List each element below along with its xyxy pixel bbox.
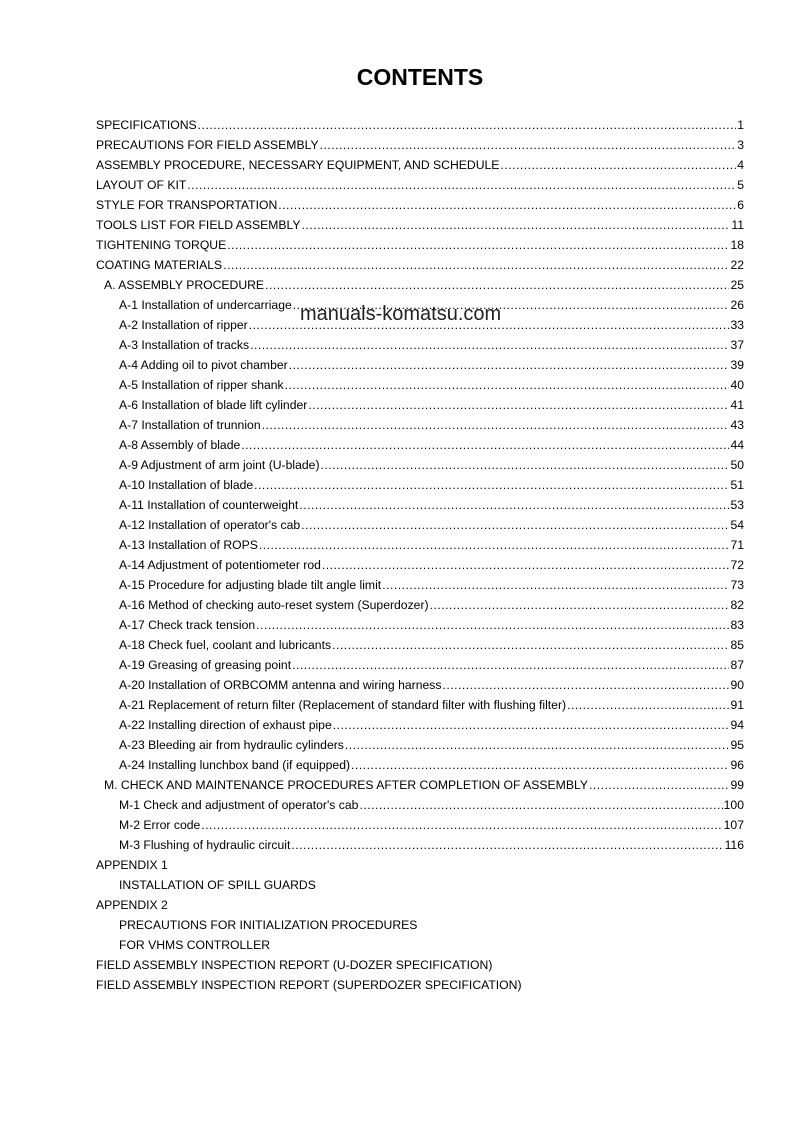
appendix-entry[interactable]: FOR VHMS CONTROLLER [119, 938, 271, 952]
leader-dots [201, 815, 722, 835]
toc-entry[interactable] [96, 215, 744, 235]
toc-entry-page: 53 [730, 498, 744, 512]
toc-entry[interactable] [96, 575, 744, 595]
toc-entry-page: 107 [723, 818, 744, 832]
toc-entry-label: A. ASSEMBLY PROCEDURE [104, 278, 265, 292]
leader-dots [285, 375, 730, 395]
toc-entry[interactable] [96, 835, 744, 855]
toc-entry-label: A-10 Installation of blade [119, 478, 254, 492]
leader-dots [308, 395, 729, 415]
toc-entry[interactable] [96, 115, 744, 135]
leader-dots [249, 315, 730, 335]
toc-entry-page: 37 [730, 338, 744, 352]
appendix-entry[interactable]: PRECAUTIONS FOR INITIALIZATION PROCEDURES [119, 918, 418, 932]
leader-dots [320, 135, 737, 155]
appendix-entry[interactable]: FIELD ASSEMBLY INSPECTION REPORT (U-DOZER SPECIFICATION) [96, 958, 493, 972]
toc-entry-label: TIGHTENING TORQUE [96, 238, 227, 252]
table-of-contents [96, 115, 744, 995]
toc-entry[interactable] [96, 675, 744, 695]
toc-entry-page: 43 [730, 418, 744, 432]
leader-dots [321, 455, 730, 475]
toc-entry-label: M-2 Error code [119, 818, 201, 832]
leader-dots [293, 295, 730, 315]
toc-entry-page: 25 [730, 278, 744, 292]
toc-entry-page: 41 [730, 398, 744, 412]
toc-entry-page: 87 [730, 658, 744, 672]
toc-entry-page: 83 [730, 618, 744, 632]
toc-entry[interactable] [96, 495, 744, 515]
toc-entry-label: M. CHECK AND MAINTENANCE PROCEDURES AFTER COMPLETION OF ASSEMBLY [104, 778, 588, 792]
toc-entry[interactable] [96, 655, 744, 675]
toc-entry-label: A-8 Assembly of blade [119, 438, 241, 452]
toc-entry[interactable] [96, 735, 744, 755]
toc-entry-label: A-20 Installation of ORBCOMM antenna and wiring harness [119, 678, 442, 692]
leader-dots [589, 775, 729, 795]
toc-entry[interactable] [96, 435, 744, 455]
toc-entry[interactable] [96, 255, 744, 275]
toc-entry-label: A-24 Installing lunchbox band (if equipped) [119, 758, 351, 772]
toc-entry-page: 3 [737, 138, 744, 152]
toc-entry[interactable] [96, 635, 744, 655]
toc-entry-label: A-7 Installation of trunnion [119, 418, 261, 432]
toc-entry-page: 18 [730, 238, 744, 252]
toc-entry-label: A-2 Installation of ripper [119, 318, 248, 332]
toc-entry[interactable] [96, 775, 744, 795]
toc-entry[interactable] [96, 395, 744, 415]
leader-dots [278, 195, 736, 215]
toc-entry[interactable] [96, 315, 744, 335]
toc-entry-label: A-9 Adjustment of arm joint (U-blade) [119, 458, 320, 472]
leader-dots [302, 215, 731, 235]
toc-entry-page: 39 [730, 358, 744, 372]
appendix-entry[interactable]: FIELD ASSEMBLY INSPECTION REPORT (SUPERDOZER SPECIFICATION) [96, 978, 522, 992]
leader-dots [256, 615, 729, 635]
toc-entry[interactable] [96, 155, 744, 175]
toc-entry-label: A-16 Method of checking auto-reset system (Superdozer) [119, 598, 429, 612]
toc-entry-page: 22 [730, 258, 744, 272]
leader-dots [289, 355, 730, 375]
toc-entry-label: ASSEMBLY PROCEDURE, NECESSARY EQUIPMENT, AND SCHEDULE [96, 158, 500, 172]
toc-entry-label: A-11 Installation of counterweight [119, 498, 299, 512]
toc-entry-label: A-4 Adding oil to pivot chamber [119, 358, 288, 372]
toc-entry-page: 85 [730, 638, 744, 652]
leader-dots [299, 495, 729, 515]
toc-entry[interactable] [96, 295, 744, 315]
toc-entry-label: A-21 Replacement of return filter (Replacement of standard filter with flushing filter) [119, 698, 567, 712]
toc-entry[interactable] [96, 135, 744, 155]
toc-entry-page: 44 [730, 438, 744, 452]
toc-entry[interactable] [96, 615, 744, 635]
toc-entry-label: A-15 Procedure for adjusting blade tilt angle limit [119, 578, 382, 592]
toc-entry-page: 100 [723, 798, 744, 812]
toc-entry-label: A-22 Installing direction of exhaust pipe [119, 718, 332, 732]
toc-entry[interactable] [96, 415, 744, 435]
toc-entry-label: A-13 Installation of ROPS [119, 538, 258, 552]
toc-entry-label: A-5 Installation of ripper shank [119, 378, 284, 392]
toc-entry[interactable] [96, 515, 744, 535]
watermark: manuals-komatsu.com [300, 303, 502, 325]
appendix-entry[interactable]: APPENDIX 1 [96, 858, 168, 872]
toc-entry-label: A-17 Check track tension [119, 618, 256, 632]
toc-entry-label: TOOLS LIST FOR FIELD ASSEMBLY [96, 218, 301, 232]
toc-entry-page: 116 [724, 838, 744, 852]
toc-entry-page: 71 [730, 538, 744, 552]
toc-entry[interactable] [96, 595, 744, 615]
toc-entry[interactable] [96, 175, 744, 195]
toc-entry[interactable] [96, 275, 744, 295]
leader-dots [322, 555, 730, 575]
toc-entry-page: 50 [730, 458, 744, 472]
toc-entry[interactable] [96, 475, 744, 495]
toc-entry-label: A-23 Bleeding air from hydraulic cylinders [119, 738, 344, 752]
leader-dots [262, 415, 730, 435]
appendix-entry[interactable]: INSTALLATION OF SPILL GUARDS [119, 878, 316, 892]
toc-entry-label: A-14 Adjustment of potentiometer rod [119, 558, 321, 572]
leader-dots [292, 655, 729, 675]
leader-dots [223, 255, 729, 275]
toc-entry-label: A-19 Greasing of greasing point [119, 658, 292, 672]
toc-entry-page: 11 [731, 218, 744, 232]
toc-entry-page: 5 [737, 178, 744, 192]
toc-entry-page: 99 [730, 778, 744, 792]
toc-entry-page: 94 [730, 718, 744, 732]
toc-entry-page: 33 [730, 318, 744, 332]
leader-dots [265, 275, 729, 295]
toc-entry-page: 40 [730, 378, 744, 392]
leader-dots [198, 115, 737, 135]
leader-dots [351, 755, 729, 775]
leader-dots [227, 235, 729, 255]
toc-entry-label: A-1 Installation of undercarriage [119, 298, 292, 312]
toc-entry[interactable] [96, 695, 744, 715]
toc-entry[interactable] [96, 795, 744, 815]
toc-entry-page: 4 [737, 158, 744, 172]
toc-entry-label: A-18 Check fuel, coolant and lubricants [119, 638, 332, 652]
toc-entry-page: 51 [730, 478, 744, 492]
toc-entry-page: 26 [730, 298, 744, 312]
toc-entry-label: M-3 Flushing of hydraulic circuit [119, 838, 291, 852]
leader-dots [430, 595, 730, 615]
toc-entry-label: SPECIFICATIONS [96, 118, 197, 132]
toc-entry-page: 73 [730, 578, 744, 592]
toc-entry-page: 82 [730, 598, 744, 612]
toc-entry[interactable] [96, 195, 744, 215]
toc-entry-label: LAYOUT OF KIT [96, 178, 187, 192]
leader-dots [442, 675, 729, 695]
toc-entry-page: 72 [730, 558, 744, 572]
toc-entry-label: PRECAUTIONS FOR FIELD ASSEMBLY [96, 138, 319, 152]
toc-entry[interactable] [96, 755, 744, 775]
toc-entry-label: COATING MATERIALS [96, 258, 223, 272]
toc-entry-page: 91 [730, 698, 744, 712]
leader-dots [241, 435, 729, 455]
toc-entry-label: A-3 Installation of tracks [119, 338, 250, 352]
leader-dots [301, 515, 729, 535]
toc-entry-page: 96 [730, 758, 744, 772]
toc-entry-page: 54 [730, 518, 744, 532]
leader-dots [250, 335, 729, 355]
leader-dots [567, 695, 729, 715]
leader-dots [259, 535, 730, 555]
toc-entry-page: 90 [730, 678, 744, 692]
appendix-entry[interactable]: APPENDIX 2 [96, 898, 168, 912]
toc-entry[interactable] [96, 455, 744, 475]
toc-entry-page: 95 [730, 738, 744, 752]
leader-dots [291, 835, 723, 855]
page-title: CONTENTS [356, 64, 484, 90]
leader-dots [187, 175, 736, 195]
toc-entry[interactable] [96, 335, 744, 355]
toc-entry-label: STYLE FOR TRANSPORTATION [96, 198, 278, 212]
leader-dots [254, 475, 729, 495]
leader-dots [332, 635, 729, 655]
leader-dots [382, 575, 729, 595]
toc-entry-page: 1 [737, 118, 744, 132]
toc-entry[interactable] [96, 535, 744, 555]
leader-dots [333, 715, 730, 735]
leader-dots [500, 155, 736, 175]
toc-entry[interactable] [96, 355, 744, 375]
leader-dots [345, 735, 730, 755]
toc-entry[interactable] [96, 555, 744, 575]
leader-dots [359, 795, 722, 815]
toc-entry-label: A-12 Installation of operator's cab [119, 518, 301, 532]
toc-entry[interactable] [96, 815, 744, 835]
toc-entry[interactable] [96, 235, 744, 255]
toc-entry-page: 6 [737, 198, 744, 212]
toc-entry-label: M-1 Check and adjustment of operator's cab [119, 798, 359, 812]
toc-entry[interactable] [96, 375, 744, 395]
toc-entry-label: A-6 Installation of blade lift cylinder [119, 398, 308, 412]
toc-entry[interactable] [96, 715, 744, 735]
